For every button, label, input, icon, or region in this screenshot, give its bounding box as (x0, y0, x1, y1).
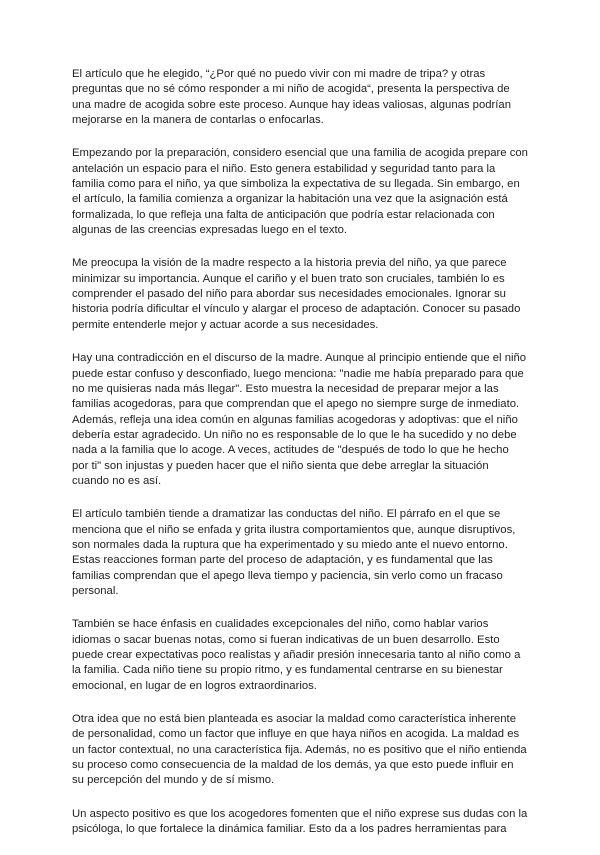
paragraph-maldad: Otra idea que no está bien planteada es asociar la maldad como característica inherente de personalidad, como un factor que influye en que haya niños en acogida. La maldad es un factor contextual, no una característica fija. Además, no es positivo que el niño entienda su proceso como consecuencia de la maldad de los demás, ya que esto puede influir en su percepción del mundo y de sí mismo. (72, 713, 527, 787)
paragraph-behavior: El artículo también tiende a dramatizar las conductas del niño. El párrafo en el que se menciona que el niño se enfada y grita ilustra comportamientos que, aunque disruptivos, son normales dada la ruptura que ha experimentado y su miedo ante el nuevo entorno. Estas reacciones forman parte del proceso de adaptación, y es fundamental que las familias comprendan que el apego lleva tiempo y paciencia, sin verlo como un fracaso personal. (72, 508, 516, 597)
paragraph-preparation: Empezando por la preparación, considero esencial que una familia de acogida prepare con antelación un espacio para el niño. Esto genera estabilidad y seguridad tanto para la familia como para el niño, ya que simboliza la expectativa de su llegada. Sin embargo, en el artículo, la familia comienza a organizar la habitación una vez que la asignación está formalizada, lo que refleja una falta de anticipación que podría estar relacionada con algunas de las creencias expresadas luego en el texto. (72, 147, 528, 237)
paragraph-positive: Un aspecto positivo es que los acogedores fomenten que el niño exprese sus dudas con la psicóloga, lo que fortalece la dinámica familiar. Esto da a los padres herramientas para (72, 807, 528, 836)
document-body (72, 67, 528, 855)
paragraph-contradiction: Hay una contradicción en el discurso de la madre. Aunque al principio entiende que el niño puede estar confuso y desconfiado, luego menciona: "nadie me había preparado para que no me quisieras nada más llegar". Esto muestra la necesidad de preparar mejor a las familias acogedoras, para que comprendan que el apego no siempre surge de inmediato. Además, refleja una idea común en algunas familias acogedoras y adoptivas: que el niño debería estar agradecido. Un niño no es responsable de lo que le ha sucedido y no debe nada a la familia que lo acoge. A veces, actitudes de "después de todo lo que he hecho por ti" son injustas y pueden hacer que el niño sienta que debe arreglar la situación cuando no es así. (72, 352, 527, 487)
paragraph-intro: El artículo que he elegido, “¿Por qué no puedo vivir con mi madre de tripa? y otras preguntas que no sé cómo responder a mi niño de acogida“, presenta la perspectiva de una madre de acogida sobre este proceso. Aunque hay ideas valiosas, algunas podrían mejorarse en la manera de contarlas o enfocarlas. (72, 68, 511, 127)
paragraph-qualities: También se hace énfasis en cualidades excepcionales del niño, como hablar varios idiomas o sacar buenas notas, como si fueran indicativas de un buen desarrollo. Esto puede crear expectativas poco realistas y añadir presión innecesaria tanto al niño como a la familia. Cada niño tiene su propio ritmo, y es fundamental centrarse en su bienestar emocional, en lugar de en logros extraordinarios. (72, 618, 521, 692)
paragraph-history: Me preocupa la visión de la madre respecto a la historia previa del niño, ya que parece minimizar su importancia. Aunque el cariño y el buen trato son cruciales, también lo es comprender el pasado del niño para abordar sus necesidades emocionales. Ignorar su historia podría dificultar el vínculo y alargar el proceso de adaptación. Conocer su pasado permite entenderle mejor y actuar acorde a sus necesidades. (72, 257, 521, 331)
